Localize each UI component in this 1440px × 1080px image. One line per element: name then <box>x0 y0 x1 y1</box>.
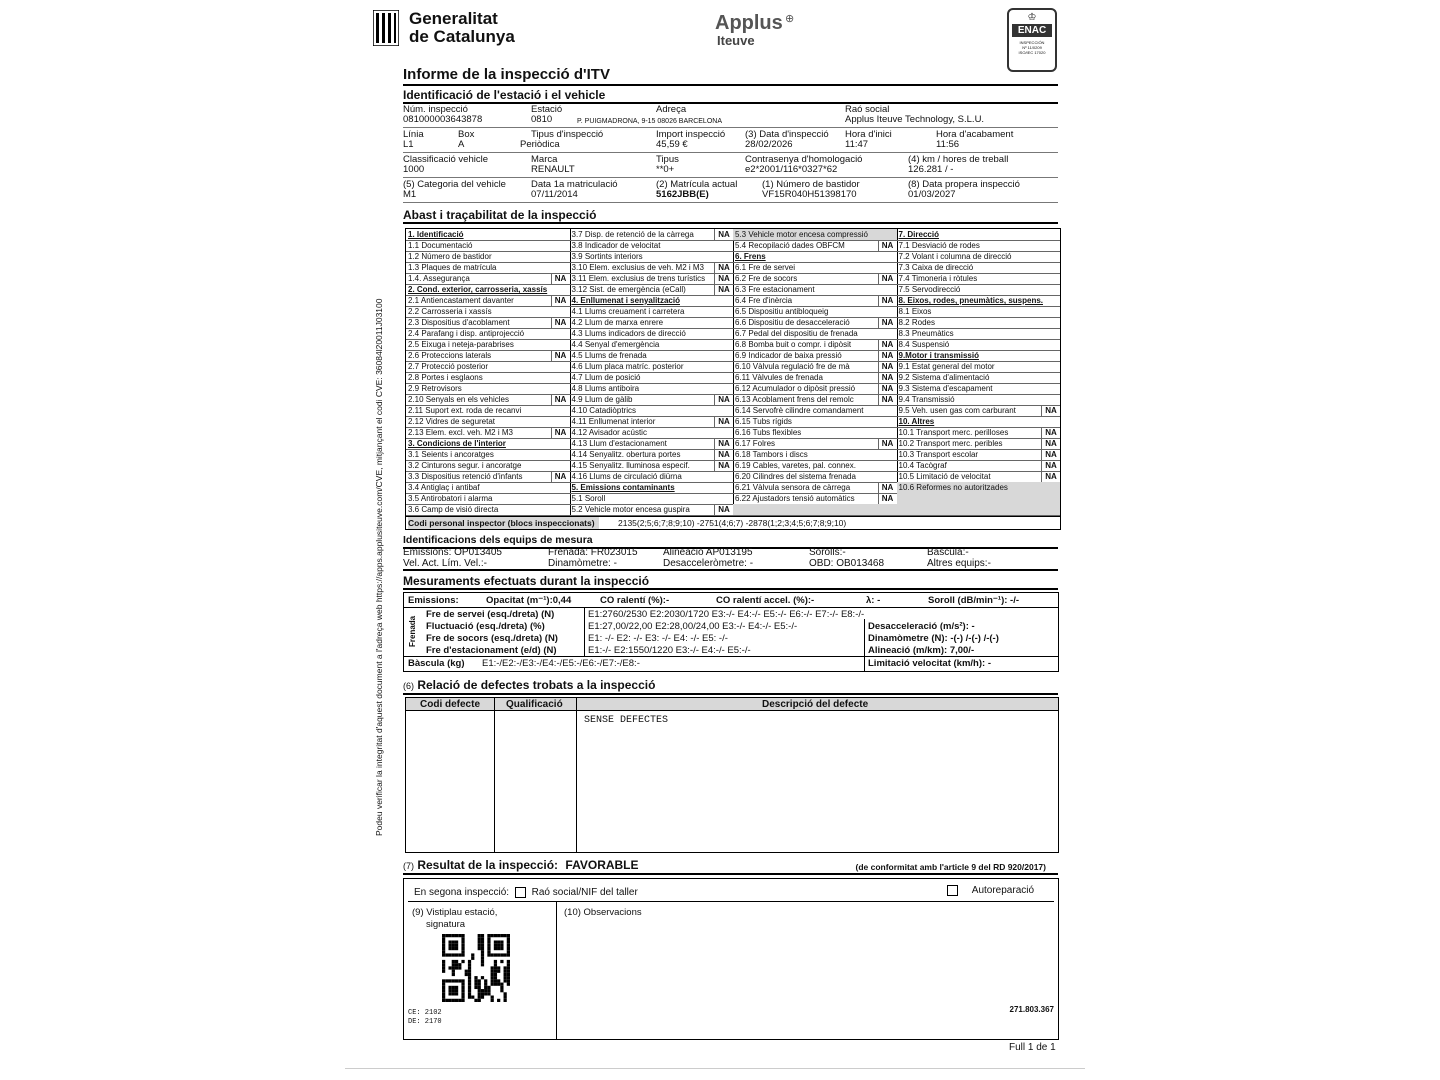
frenada-label: Frenada <box>408 615 417 647</box>
scope-item-label: 10.1 Transport merc. perilloses <box>898 428 1009 437</box>
ident-r3-label-4: (4) km / hores de treball <box>908 154 1009 165</box>
report-title: Informe de la inspecció d'ITV <box>403 66 610 83</box>
scope-item-label: 1. Identificació <box>408 230 464 239</box>
ident-r1-label-1: Estació <box>531 104 563 115</box>
soroll-value: Soroll (dB/min⁻¹): -/- <box>928 595 1020 606</box>
scope-item-label: 10.5 Limitació de velocitat <box>898 472 991 481</box>
scope-item-label: 6.13 Acoblament frens del remolc <box>735 395 854 404</box>
scope-item-na: NA <box>714 262 733 273</box>
defects-table <box>405 697 1059 853</box>
scope-item-label: 6.8 Bomba buit o compr. i dipòsit <box>735 340 852 349</box>
equipment-r2-2: Desacceleròmetre: - <box>663 558 754 569</box>
scope-item-label: 6.12 Acumulador o dipòsit pressió <box>735 384 856 393</box>
scope-item-label: 8. Eixos, rodes, pneumàtics, suspens. <box>898 296 1043 305</box>
lambda-value: λ: - <box>866 595 881 606</box>
inspector-value: 2135(2;5;6;7;8;9;10) -2751(4;6;7) -2878(1;2;3;4;5;6;7;8;9;10) <box>618 518 847 528</box>
scope-item <box>406 504 570 516</box>
document-number: 271.803.367 <box>1009 1005 1054 1014</box>
ident-r3-value-0: 1000 <box>403 164 425 175</box>
scope-item-label: 6.7 Pedal del dispositiu de frenada <box>735 329 858 338</box>
equipment-r1-0: Emissions: OP013405 <box>403 547 502 558</box>
scope-grid <box>405 228 1061 530</box>
scope-item-na: NA <box>878 317 897 328</box>
scope-item-label: 3.2 Cinturons segur. i ancoratge <box>408 461 522 470</box>
scope-item-label: 10.2 Transport merc. peribles <box>898 439 1003 448</box>
inspector-row <box>406 516 1060 529</box>
meas-divider-2 <box>404 656 1058 657</box>
generalitat-line2: de Catalunya <box>409 27 515 46</box>
scope-item-label: 9.2 Sistema d'alimentació <box>898 373 990 382</box>
scope-item-label: 6.4 Fre d'inèrcia <box>735 296 793 305</box>
scope-item-label: 2.4 Parafang i disp. antiprojecció <box>408 329 525 338</box>
ident-r2-label-0: Línia <box>403 129 424 140</box>
second-label: En segona inspecció: <box>414 887 510 899</box>
generalitat-logo <box>373 10 533 48</box>
alineacio-value: Alineació (m/km): 7,00/- <box>868 645 975 656</box>
ident-r2-value-4: 28/02/2026 <box>745 139 793 150</box>
ident-r3-value-3: e2*2001/116*0327*62 <box>745 164 838 175</box>
scope-item-label: 6. Frens <box>735 252 766 261</box>
scope-item-label: 2. Cond. exterior, carrosseria, xassís <box>408 285 548 294</box>
scope-item <box>570 504 734 516</box>
observations-label: (10) Observacions <box>564 907 642 918</box>
scope-item-label: 6.5 Dispositiu antibloqueig <box>735 307 829 316</box>
equipment-r2-0: Vel. Act. Lím. Vel.:- <box>403 558 487 569</box>
sign-label-2: signatura <box>426 919 466 930</box>
scope-item-label: 9.3 Sistema d'escapament <box>898 384 993 393</box>
result-value: FAVORABLE <box>565 858 639 872</box>
scope-item-label: 4.4 Senyal d'emergència <box>571 340 660 349</box>
defects-col-code: Codi defecte <box>420 699 481 710</box>
ident-r2-value-1: A <box>458 139 465 150</box>
scope-item-na: NA <box>878 482 897 493</box>
scope-item-label: 2.10 Senyals en els vehicles <box>408 395 509 404</box>
scope-item-na: NA <box>878 394 897 405</box>
ident-r4-value-3: VF15R040H51398170 <box>762 189 857 200</box>
scope-item-label: 1.1 Documentació <box>408 241 473 250</box>
scope-item-label: 8.4 Suspensió <box>898 340 950 349</box>
bottom-rule <box>345 1068 1085 1069</box>
scope-item-na: NA <box>878 372 897 383</box>
section-equipment: Identificacions dels equips de mesura <box>403 533 1058 549</box>
scope-item-label: 7.4 Timoneria i ròtules <box>898 274 978 283</box>
section-measurements: Mesuraments efectuats durant la inspecció <box>403 574 1058 590</box>
scope-item-label: 2.5 Eixuga i neteja-parabrises <box>408 340 514 349</box>
scope-item-label: 2.8 Portes i esglaons <box>408 373 483 382</box>
result-prefix: (7) <box>403 861 414 871</box>
ident-r3-value-4: 126.281 / - <box>908 164 954 175</box>
scope-item-label: 4.16 Llums de circulació diürna <box>571 472 682 481</box>
equipment-r1-1: Frenada: FR023015 <box>548 547 638 558</box>
scope-item-label: 6.2 Fre de socors <box>735 274 798 283</box>
scope-item-label: 8.3 Pneumàtics <box>898 329 954 338</box>
inspector-label: Codi personal inspector (blocs inspeccionats) <box>408 517 599 529</box>
scope-item-label: 10.4 Tacògraf <box>898 461 947 470</box>
ident-r2-value-0: L1 <box>403 139 414 150</box>
scope-item-label: 4.13 Llum d'estacionament <box>571 439 667 448</box>
ident-rule-r4 <box>403 202 1058 203</box>
applus-plus-icon: ⊕ <box>785 13 795 25</box>
scope-item-na: NA <box>1041 449 1060 460</box>
scope-item-label: 4.14 Senyalitz. obertura portes <box>571 450 681 459</box>
meas-divider <box>404 607 1058 608</box>
enac-small-text: INSPECCIÓN Nº 11/0209 ISO/IEC 17020 <box>1018 40 1046 55</box>
defects-col-grade: Qualificació <box>506 699 563 710</box>
dinamometre-value: Dinamòmetre (N): -(-) /-(-) /-(-) <box>868 633 999 644</box>
sign-top-rule <box>408 901 1054 902</box>
scope-item-na: NA <box>714 273 733 284</box>
equipment-r1-4: Bàscula:- <box>927 547 969 558</box>
fluctuacio-value: E1:27,00/22,00 E2:28,00/24,00 E3:-/- E4:-/- E5:-/- <box>588 621 798 632</box>
ident-r4-label-3: (1) Número de bastidor <box>762 179 860 190</box>
scope-item-na: NA <box>714 460 733 471</box>
scope-item-na: NA <box>551 350 570 361</box>
scope-item-label: 6.11 Vàlvules de frenada <box>735 373 823 382</box>
scope-item-na: NA <box>878 350 897 361</box>
scope-item-label: 6.15 Tubs rígids <box>735 417 792 426</box>
scope-item-label: 8.2 Rodes <box>898 318 935 327</box>
scope-item-label: 4.3 Llums indicadors de direcció <box>571 329 686 338</box>
ident-rule-r2 <box>403 152 1058 153</box>
ident-r2-label-4: (3) Data d'inspecció <box>745 129 829 140</box>
ident-r1-value-0: 081000003643878 <box>403 114 483 125</box>
scope-item-label: 7.3 Caixa de direcció <box>898 263 974 272</box>
scope-item-na: NA <box>714 284 733 295</box>
sign-label-1: (9) Vistiplau estació, <box>412 907 498 918</box>
scope-item-na: NA <box>714 416 733 427</box>
co-ralenti-value: CO ralentí (%):- <box>600 595 670 606</box>
ident-r2-label-2: Tipus d'inspecció <box>531 129 604 140</box>
scope-item <box>733 504 897 516</box>
scope-item-na: NA <box>878 438 897 449</box>
qr-code-icon <box>442 934 510 1002</box>
ident-r3-label-1: Marca <box>531 154 558 165</box>
scope-item-na: NA <box>714 394 733 405</box>
desacceleracio-value: Desacceleració (m/s²): - <box>868 621 975 632</box>
scope-item-na: NA <box>551 427 570 438</box>
scope-item-label: 3.11 Elem. exclusius de trens turístics <box>571 274 706 283</box>
fre-servei-value: E1:2760/2530 E2:2030/1720 E3:-/- E4:-/- E5:-/- E6:-/- E7:-/- E8:-/- <box>588 609 865 620</box>
defects-text: SENSE DEFECTES <box>584 715 669 726</box>
scope-item-na: NA <box>551 273 570 284</box>
scope-item-label: 2.7 Protecció posterior <box>408 362 489 371</box>
scope-item-label: 6.17 Folres <box>735 439 776 448</box>
ident-r4-label-1: Data 1a matriculació <box>531 179 618 190</box>
generalitat-emblem-icon <box>373 10 399 46</box>
scope-item-label: 4.1 Llums creuament i carretera <box>571 307 685 316</box>
scope-item-label: 5.4 Recopilació dades OBFCM <box>735 241 845 250</box>
scope-item-label: 5. Emissions contaminants <box>571 483 675 492</box>
ce-de-codes <box>408 1009 442 1027</box>
scope-item-na: NA <box>1041 460 1060 471</box>
scope-item-label: 5.3 Vehicle motor encesa compressió <box>735 230 868 239</box>
equipment-r2-4: Altres equips:- <box>927 558 991 569</box>
scope-item-na: NA <box>878 339 897 350</box>
meas-vline-2 <box>864 619 865 671</box>
scope-item-na: NA <box>1041 438 1060 449</box>
bascula-value: E1:-/E2:-/E3:-/E4:-/E5:-/E6:-/E7:-/E8:- <box>482 658 640 669</box>
scope-item <box>897 504 1061 516</box>
verification-side-text: Podeu verificar la integritat d'aquest document a l'adreça web https://apps.applusiteuve.com/CVE, mitjançant el codi CVE: 36084l20011J03100 <box>374 298 384 836</box>
defects-title: Relació de defectes trobats a la inspecció <box>417 678 656 692</box>
second-inspection-box <box>403 878 1059 1040</box>
second-inspection <box>414 887 638 898</box>
scope-item-na: NA <box>878 383 897 394</box>
meas-vline-1 <box>584 607 585 657</box>
scope-item-na: NA <box>551 471 570 482</box>
section-identification: Identificació de l'estació i el vehicle <box>403 88 1058 104</box>
sign-divider <box>556 901 557 1039</box>
scope-item-label: 10.6 Reformes no autoritzades <box>898 483 1008 492</box>
scope-item-label: 5.2 Vehicle motor encesa guspira <box>571 505 690 514</box>
self-repair-checkbox[interactable] <box>947 885 958 896</box>
ce-code: CE: 2102 <box>408 1009 442 1017</box>
ident-r4-value-4: 01/03/2027 <box>908 189 956 200</box>
scope-item-na: NA <box>551 394 570 405</box>
ident-r3-value-1: RENAULT <box>531 164 575 175</box>
result-note: (de conformitat amb l'article 9 del RD 920/2017) <box>855 862 1046 872</box>
section-scope: Abast i traçabilitat de la inspecció <box>403 208 1058 224</box>
ident-r2-value-5: 11:47 <box>845 139 869 150</box>
scope-item-label: 6.6 Dispositiu de desacceleració <box>735 318 850 327</box>
scope-item-na: NA <box>1041 471 1060 482</box>
applus-sub: Iteuve <box>717 33 755 48</box>
ident-r3-label-2: Tipus <box>656 154 679 165</box>
applus-logo <box>715 12 805 52</box>
fre-est-value: E1:-/- E2:1550/1220 E3:-/- E4:-/- E5:-/- <box>588 645 751 656</box>
scope-item-label: 3.4 Antiglaç i antibaf <box>408 483 480 492</box>
scope-item-label: 3.9 Sortints interiors <box>571 252 643 261</box>
scope-column-1 <box>406 229 571 515</box>
fre-socors-value: E1: -/- E2: -/- E3: -/- E4: -/- E5: -/- <box>588 633 728 644</box>
equipment-r2-3: OBD: OB013468 <box>809 558 885 569</box>
equipment-rule <box>403 569 1058 571</box>
scope-item-label: 9.1 Estat general del motor <box>898 362 995 371</box>
scope-item-label: 5.1 Soroll <box>571 494 606 503</box>
scope-item-label: 3.5 Antirobatori i alarma <box>408 494 493 503</box>
ident-r4-label-2: (2) Matrícula actual <box>656 179 738 190</box>
scope-item-label: 4.6 Llum placa matríc. posterior <box>571 362 684 371</box>
scope-item-label: 6.21 Vàlvula sensora de càrrega <box>735 483 851 492</box>
scope-item-label: 4.8 Llums antiboira <box>571 384 640 393</box>
page-count: Full 1 de 1 <box>1009 1042 1056 1053</box>
scope-item-na: NA <box>878 493 897 504</box>
ident-r4-value-0: M1 <box>403 189 417 200</box>
defects-header <box>406 698 1058 711</box>
scope-item-label: 4.15 Senyalitz. lluminosa especif. <box>571 461 690 470</box>
ident-r4-label-0: (5) Categoria del vehicle <box>403 179 506 190</box>
equipment-r1-3: Sorolls:- <box>809 547 846 558</box>
scope-item-label: 6.9 Indicador de baixa pressió <box>735 351 842 360</box>
measurements-box <box>403 592 1059 672</box>
ident-r2-label-5: Hora d'inici <box>845 129 892 140</box>
title-rule <box>403 84 1058 86</box>
scope-item-na: NA <box>714 229 733 240</box>
sign-label <box>412 907 497 931</box>
scope-item-na: NA <box>714 449 733 460</box>
scope-item-label: 7.2 Volant i columna de direcció <box>898 252 1012 261</box>
scope-item-na: NA <box>878 361 897 372</box>
applus-name: Applus <box>715 12 783 34</box>
co-accel-value: CO ralentí accel. (%):- <box>716 595 815 606</box>
ident-r2-label-6: Hora d'acabament <box>936 129 1014 140</box>
enac-crown-icon: ♔ <box>1027 12 1037 23</box>
fluctuacio-label: Fluctuació (esq./dreta) (%) <box>426 621 545 632</box>
scope-item-label: 4.2 Llum de marxa enrere <box>571 318 664 327</box>
scope-item-label: 4.7 Llum de posició <box>571 373 641 382</box>
scope-item-label: 6.19 Cables, varetes, pal. connex. <box>735 461 856 470</box>
workshop-checkbox[interactable] <box>515 887 526 898</box>
fre-socors-label: Fre de socors (esq./dreta) (N) <box>426 633 558 644</box>
scope-column-3 <box>733 229 898 515</box>
scope-item-label: 9.Motor i transmissió <box>898 351 979 360</box>
scope-item-label: 2.9 Retrovisors <box>408 384 462 393</box>
ident-r2-value-3: 45,59 € <box>656 139 688 150</box>
scope-item-label: 4.11 Enllumenat interior <box>571 417 656 426</box>
ident-r1-label-0: Núm. inspecció <box>403 104 468 115</box>
scope-item-label: 6.1 Fre de servei <box>735 263 796 272</box>
de-code: DE: 2170 <box>408 1018 442 1026</box>
ident-r3-label-0: Classificació vehicle <box>403 154 489 165</box>
ident-r2-value-6: 11:56 <box>936 139 960 150</box>
equipment-r1-2: Alineació AP013195 <box>663 547 753 558</box>
ident-r1-label-2: Adreça <box>656 104 687 115</box>
scope-item-label: 7.1 Desviació de rodes <box>898 241 980 250</box>
scope-item-na: NA <box>551 317 570 328</box>
fre-est-label: Fre d'estacionament (e/d) (N) <box>426 645 557 656</box>
scope-item-label: 6.10 Vàlvula regulació fre de mà <box>735 362 850 371</box>
scope-item-label: 2.3 Dispositius d'acoblament <box>408 318 510 327</box>
scope-item-label: 1.4. Assegurança <box>408 274 470 283</box>
self-repair-label: Autoreparació <box>971 885 1035 897</box>
scope-item-na: NA <box>714 438 733 449</box>
scope-item-label: 3.10 Elem. exclusius de veh. M2 i M3 <box>571 263 705 272</box>
scope-item-label: 9.5 Veh. usen gas com carburant <box>898 406 1016 415</box>
defects-vline-1 <box>494 698 495 852</box>
ident-r1-value-3: Applus Iteuve Technology, S.L.U. <box>845 114 985 125</box>
enac-seal <box>1007 8 1057 72</box>
scope-item-label: 3. Condicions de l'interior <box>408 439 506 448</box>
fre-servei-label: Fre de servei (esq./dreta) (N) <box>426 609 555 620</box>
scope-item-na: NA <box>878 295 897 306</box>
generalitat-line1: Generalitat <box>409 9 498 28</box>
scope-item-label: 4.10 Catadiòptrics <box>571 406 636 415</box>
scope-item-label: 7.5 Servodirecció <box>898 285 961 294</box>
ident-r1-value-2: P. PUIGMADRONA, 9-15 08026 BARCELONA <box>577 118 722 125</box>
scope-item-label: 8.1 Eixos <box>898 307 932 316</box>
scope-item-label: 9.4 Transmissió <box>898 395 955 404</box>
ident-r1-value-1: 0810 <box>531 114 553 125</box>
scope-item-label: 2.11 Suport ext. roda de recanvi <box>408 406 522 415</box>
scope-item-label: 6.14 Servofrè cilindre comandament <box>735 406 864 415</box>
ident-rule-r3 <box>403 177 1058 178</box>
bascula-label: Bàscula (kg) <box>408 658 465 669</box>
scope-item-label: 1.2 Número de bastidor <box>408 252 492 261</box>
scope-item-na: NA <box>551 295 570 306</box>
ident-r2-value-2: Periòdica <box>520 139 560 150</box>
ident-r1-label-3: Raó social <box>845 104 890 115</box>
inspection-report-page <box>345 0 1085 1070</box>
scope-column-2 <box>570 229 735 515</box>
opacitat-value: Opacitat (m⁻¹):0,44 <box>486 595 572 606</box>
scope-item-label: 10.3 Transport escolar <box>898 450 979 459</box>
defects-col-desc: Descripció del defecte <box>762 699 869 710</box>
scope-item-label: 4.12 Avisador acústic <box>571 428 647 437</box>
scope-item-label: 2.6 Proteccions laterals <box>408 351 492 360</box>
scope-item-label: 2.12 Vidres de seguretat <box>408 417 496 426</box>
scope-item-na: NA <box>878 240 897 251</box>
defects-vline-2 <box>576 698 577 852</box>
scope-item-label: 3.12 Sist. de emergència (eCall) <box>571 285 686 294</box>
ident-r4-value-1: 07/11/2014 <box>531 189 578 200</box>
scope-item-label: 6.18 Tambors i discs <box>735 450 808 459</box>
ident-r4-label-4: (8) Data propera inspecció <box>908 179 1020 190</box>
scope-item-na: NA <box>714 504 733 515</box>
scope-item-label: 3.1 Seients i ancoratges <box>408 450 494 459</box>
limitacio-value: Limitació velocitat (km/h): - <box>868 658 991 669</box>
scope-item-na: NA <box>1041 405 1060 416</box>
scope-column-4 <box>897 229 1061 515</box>
scope-item-label: 6.3 Fre estacionament <box>735 285 815 294</box>
scope-item-label: 2.13 Elem. excl. veh. M2 i M3 <box>408 428 513 437</box>
scope-item-label: 3.6 Camp de visió directa <box>408 505 499 514</box>
scope-item-label: 3.8 Indicador de velocitat <box>571 241 661 250</box>
section-defects <box>403 678 1058 695</box>
section-result <box>403 858 1058 875</box>
scope-item-na: NA <box>1041 427 1060 438</box>
defects-prefix: (6) <box>403 681 414 691</box>
scope-item-label: 2.1 Antiencastament davanter <box>408 296 514 305</box>
ident-rule-r1 <box>403 127 1058 128</box>
ident-r2-label-3: Import inspecció <box>656 129 726 140</box>
scope-item-label: 6.20 Cilindres del sistema frenada <box>735 472 856 481</box>
ident-r3-value-2: **0+ <box>656 164 675 175</box>
self-repair <box>944 885 1034 896</box>
scope-item-label: 3.3 Dispositius retenció d'infants <box>408 472 523 481</box>
scope-item-na: NA <box>878 273 897 284</box>
scope-item-label: 1.3 Plaques de matrícula <box>408 263 497 272</box>
ident-r3-label-3: Contrasenya d'homologació <box>745 154 863 165</box>
enac-label: ENAC <box>1012 24 1052 37</box>
ident-r2-label-1: Box <box>458 129 475 140</box>
scope-item-label: 10. Altres <box>898 417 935 426</box>
scope-item-label: 6.22 Ajustadors tensió automàtics <box>735 494 855 503</box>
scope-item-label: 7. Direcció <box>898 230 939 239</box>
scope-item-label: 6.16 Tubs flexibles <box>735 428 802 437</box>
scope-item-label: 4. Enllumenat i senyalització <box>571 296 680 305</box>
ident-r4-value-2: 5162JBB(E) <box>656 189 709 200</box>
scope-item-label: 4.5 Llums de frenada <box>571 351 647 360</box>
emissions-label: Emissions: <box>408 595 459 606</box>
equipment-r2-1: Dinamòmetre: - <box>548 558 617 569</box>
scope-item-label: 4.9 Llum de gàlib <box>571 395 633 404</box>
scope-item-label: 2.2 Carrosseria i xassís <box>408 307 492 316</box>
workshop-label: Raó social/NIF del taller <box>531 887 638 899</box>
scope-item-label: 3.7 Disp. de retenció de la càrrega <box>571 230 694 239</box>
result-title: Resultat de la inspecció: <box>417 858 559 872</box>
